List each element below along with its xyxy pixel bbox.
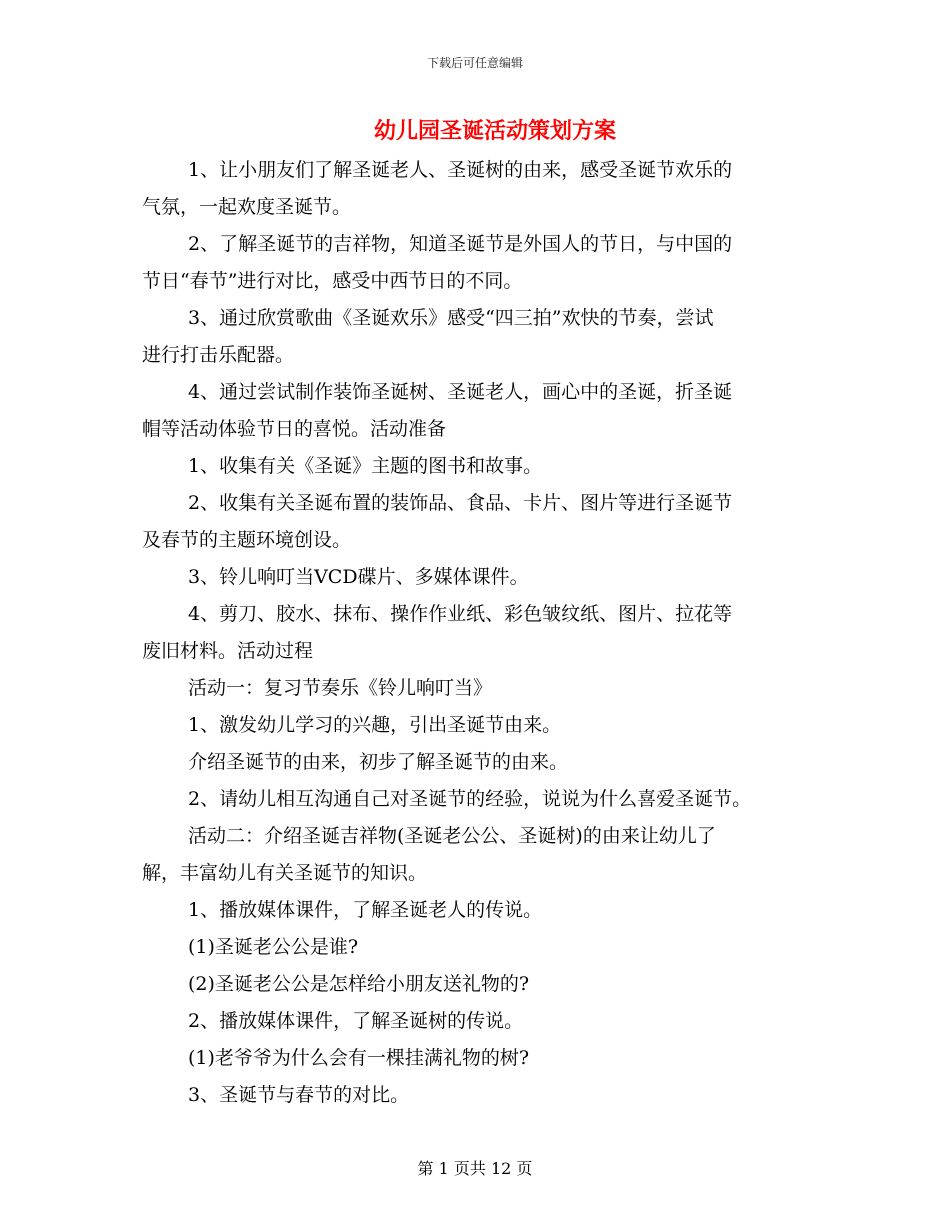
- body-line: 1、收集有关《圣诞》主题的图书和故事。: [188, 455, 543, 477]
- page-footer: 第 1 页共 12 页: [417, 1159, 533, 1178]
- body-line: 及春节的主题环境创设。: [142, 529, 352, 551]
- body-line: (2)圣诞老公公是怎样给小朋友送礼物的?: [188, 973, 530, 995]
- body-line: 2、收集有关圣诞布置的装饰品、食品、卡片、图片等进行圣诞节: [188, 492, 733, 514]
- body-line: 帽等活动体验节日的喜悦。活动准备: [142, 418, 447, 440]
- document-title: 幼儿园圣诞活动策划方案: [373, 118, 616, 144]
- body-line: 1、让小朋友们了解圣诞老人、圣诞树的由来，感受圣诞节欢乐的: [188, 159, 733, 181]
- body-line: 2、了解圣诞节的吉祥物，知道圣诞节是外国人的节日，与中国的: [188, 233, 733, 255]
- body-line: 节日“春节”进行对比，感受中西节日的不同。: [142, 270, 523, 292]
- body-line: 解，丰富幼儿有关圣诞节的知识。: [142, 862, 428, 884]
- body-line: 1、激发幼儿学习的兴趣，引出圣诞节由来。: [188, 714, 562, 736]
- page-header: 下载后可任意编辑: [426, 56, 523, 70]
- body-line: 3、铃儿响叮当VCD碟片、多媒体课件。: [188, 566, 529, 588]
- body-line: (1)圣诞老公公是谁?: [188, 936, 359, 958]
- body-line: 3、通过欣赏歌曲《圣诞欢乐》感受“四三拍”欢快的节奏，尝试: [188, 307, 714, 329]
- body-line: 活动一：复习节奏乐《铃儿响叮当》: [188, 677, 493, 699]
- body-line: 废旧材料。活动过程: [142, 640, 314, 662]
- body-line: 4、通过尝试制作装饰圣诞树、圣诞老人，画心中的圣诞，折圣诞: [188, 381, 733, 403]
- body-line: 气氛，一起欢度圣诞节。: [142, 196, 352, 218]
- body-line: 3、圣诞节与春节的对比。: [188, 1084, 410, 1106]
- body-line: 介绍圣诞节的由来，初步了解圣诞节的由来。: [188, 751, 569, 773]
- body-line: 4、剪刀、胶水、抹布、操作作业纸、彩色皱纹纸、图片、拉花等: [188, 603, 733, 625]
- body-line: 1、播放媒体课件，了解圣诞老人的传说。: [188, 899, 543, 921]
- body-line: 进行打击乐配器。: [142, 344, 295, 366]
- document-body: [142, 152, 808, 1114]
- body-line: 活动二：介绍圣诞吉祥物(圣诞老公公、圣诞树)的由来让幼儿了: [188, 825, 716, 847]
- body-line: 2、请幼儿相互沟通自己对圣诞节的经验，说说为什么喜爱圣诞节。: [188, 788, 752, 810]
- body-line: (1)老爷爷为什么会有一棵挂满礼物的树?: [188, 1047, 530, 1069]
- body-line: 2、播放媒体课件，了解圣诞树的传说。: [188, 1010, 524, 1032]
